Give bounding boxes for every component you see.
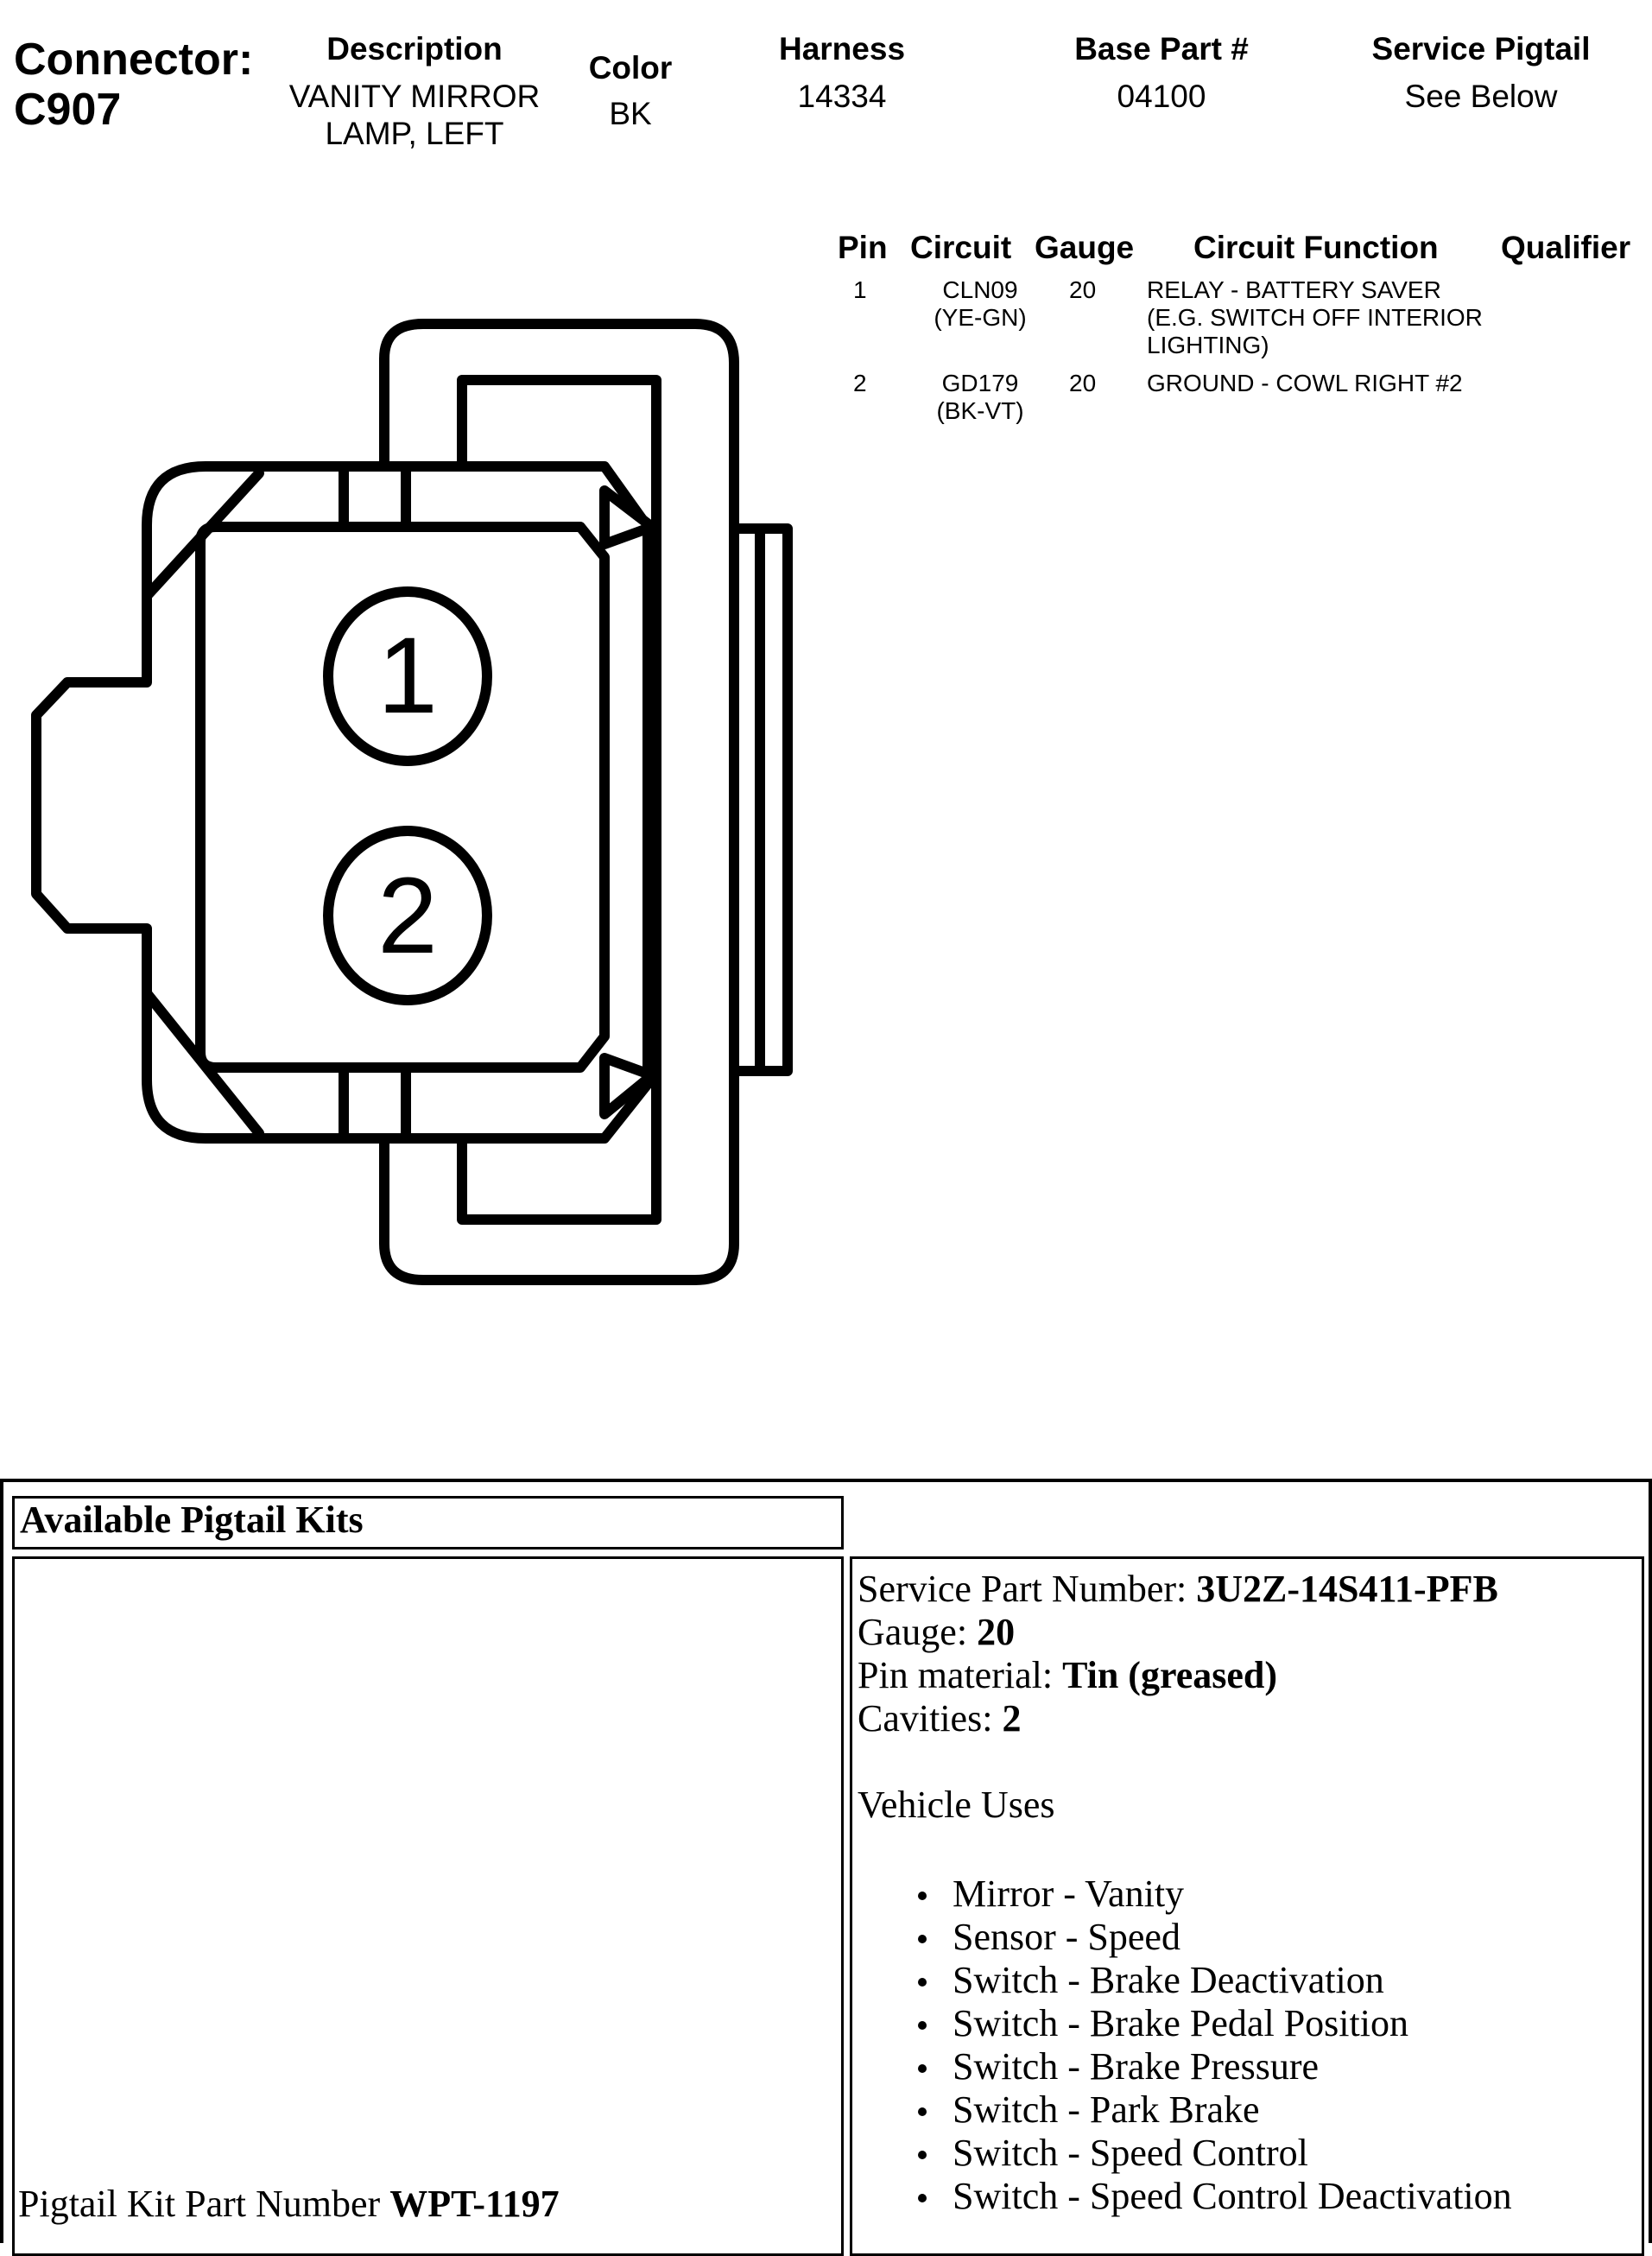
- pin-2-gauge: 20: [1069, 370, 1097, 396]
- list-item: Switch - Brake Pedal Position: [953, 2002, 1642, 2045]
- description-line1: VANITY MIRROR: [288, 79, 541, 114]
- circuit-header: Circuit: [910, 230, 1012, 265]
- pin-header: Pin: [838, 230, 888, 265]
- pigtail-kit-cell: [12, 1556, 844, 2256]
- list-item: Sensor - Speed: [953, 1916, 1642, 1959]
- description-heading: Description: [326, 31, 503, 67]
- pin-2-circuit-id: GD179: [941, 370, 1019, 396]
- color-value: BK: [609, 96, 652, 131]
- cavities-value: 2: [1002, 1697, 1022, 1740]
- pin-1-number: 1: [853, 276, 867, 303]
- cavities-label: Cavities:: [858, 1697, 993, 1740]
- pin-1-function-line: (E.G. SWITCH OFF INTERIOR: [1147, 304, 1483, 331]
- pin-1-function-line: LIGHTING): [1147, 332, 1269, 358]
- pin-2-function-line: GROUND - COWL RIGHT #2: [1147, 370, 1463, 396]
- vehicle-uses-list: [858, 1873, 1642, 2218]
- connector-face-diagram: [0, 285, 812, 1304]
- pin-material-label: Pin material:: [858, 1654, 1054, 1696]
- kit-number-value: WPT-1197: [389, 2183, 560, 2225]
- description-line2: LAMP, LEFT: [325, 116, 504, 151]
- service-part-value: 3U2Z-14S411-PFB: [1196, 1568, 1498, 1610]
- pin-1-circuit: [915, 276, 1045, 332]
- pigtail-kit-number: [18, 2183, 560, 2226]
- connector-body: [36, 466, 648, 1138]
- pigtail-heading: Available Pigtail Kits: [12, 1496, 844, 1549]
- connector-label: Connector:: [14, 35, 254, 85]
- cavities-row: [858, 1697, 1642, 1740]
- connector-title: [14, 35, 253, 135]
- list-item: Switch - Brake Pressure: [953, 2045, 1642, 2088]
- kit-number-label: Pigtail Kit Part Number: [18, 2183, 381, 2225]
- service-part-label: Service Part Number:: [858, 1568, 1187, 1610]
- list-item: Mirror - Vanity: [953, 1873, 1642, 1916]
- list-item: Switch - Park Brake: [953, 2088, 1642, 2132]
- harness-heading: Harness: [778, 31, 906, 67]
- connector-id: C907: [14, 85, 122, 135]
- base-part-value: 04100: [1117, 79, 1206, 114]
- color-heading: Color: [588, 50, 673, 86]
- harness-column: [743, 31, 941, 115]
- gauge-row: [858, 1611, 1642, 1654]
- function-header: Circuit Function: [1193, 230, 1439, 265]
- pin-2-number: 2: [853, 370, 867, 396]
- pin-1-circuit-id: CLN09: [942, 276, 1018, 303]
- service-pigtail-column: [1330, 31, 1632, 115]
- list-item: Switch - Speed Control Deactivation: [953, 2175, 1642, 2218]
- base-part-column: [1036, 31, 1287, 115]
- list-item: Switch - Speed Control: [953, 2132, 1642, 2175]
- pin-2-function: [1147, 370, 1463, 397]
- pin-material-row: [858, 1654, 1642, 1697]
- harness-value: 14334: [797, 79, 887, 114]
- color-column: [561, 50, 699, 132]
- gauge-value: 20: [977, 1611, 1016, 1653]
- list-item: Switch - Brake Deactivation: [953, 1959, 1642, 2002]
- qualifier-header: Qualifier: [1501, 230, 1631, 265]
- vehicle-uses-label: Vehicle Uses: [858, 1784, 1055, 1826]
- pigtail-details-cell: [850, 1556, 1644, 2256]
- gauge-label: Gauge:: [858, 1611, 968, 1653]
- pin-1-circuit-color: (YE-GN): [934, 304, 1027, 331]
- description-column: [268, 31, 561, 152]
- service-part-number: [858, 1568, 1642, 1611]
- connector-face: [200, 527, 604, 1068]
- pin-material-value: Tin (greased): [1062, 1654, 1278, 1696]
- pin-2-label: 2: [377, 856, 438, 976]
- service-pigtail-value: See Below: [1404, 79, 1558, 114]
- pin-1-function-line: RELAY - BATTERY SAVER: [1147, 276, 1441, 303]
- pin-1-function: [1147, 276, 1483, 359]
- service-pigtail-heading: Service Pigtail: [1371, 31, 1591, 67]
- pigtail-kits-table: [0, 1479, 1652, 2243]
- pin-1-gauge: 20: [1069, 276, 1097, 303]
- pin-1-label: 1: [377, 616, 438, 736]
- base-part-heading: Base Part #: [1074, 31, 1249, 67]
- pin-2-circuit-color: (BK-VT): [936, 397, 1024, 424]
- pin-2-circuit: [915, 370, 1045, 425]
- gauge-header: Gauge: [1035, 230, 1135, 265]
